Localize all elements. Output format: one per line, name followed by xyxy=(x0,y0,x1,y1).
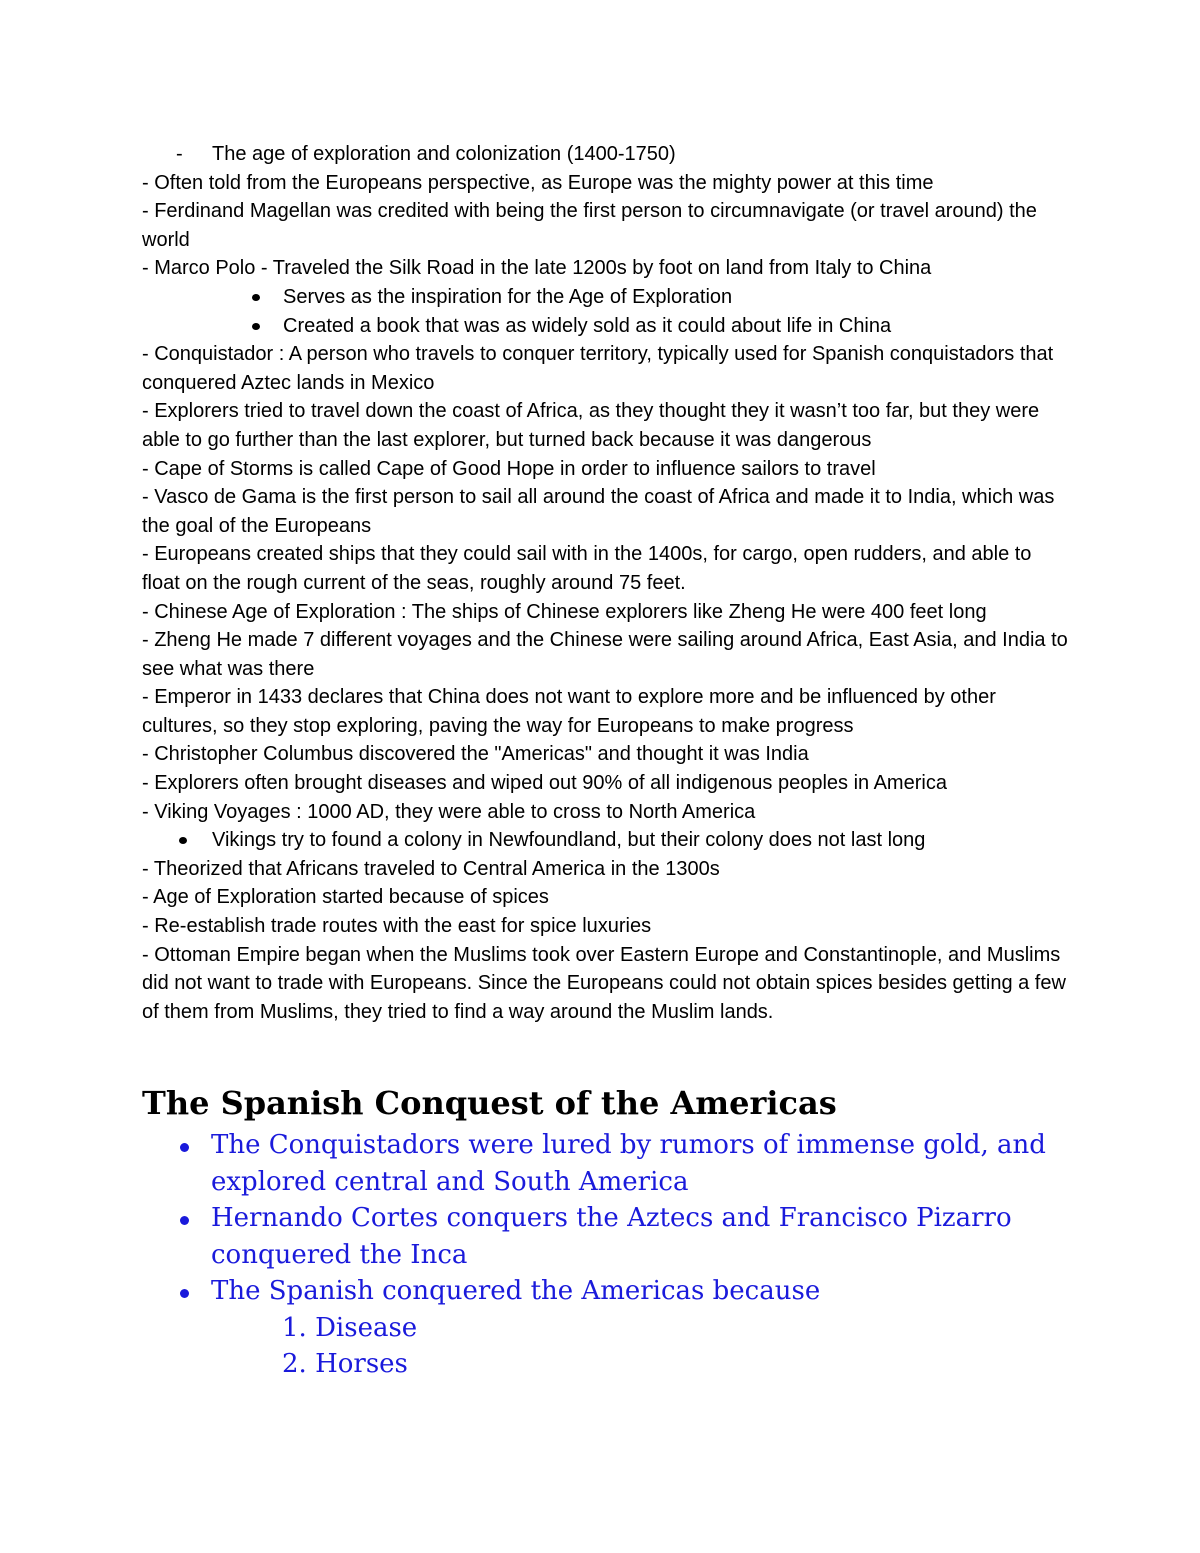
bullet-item xyxy=(142,826,1072,855)
section-heading: The Spanish Conquest of the Americas xyxy=(142,1084,837,1122)
list-item xyxy=(142,1127,1072,1200)
bullet-dot-icon xyxy=(179,837,187,844)
note-line: - Christopher Columbus discovered the "Americas" and thought it was India xyxy=(142,743,809,766)
note-line: - Europeans created ships that they could sail with in the 1400s, for cargo, open rudders, and able to float on the rough current of the seas, roughly around 75 feet. xyxy=(142,543,1032,594)
spanish-conquest-list xyxy=(142,1127,1072,1383)
note-line: - Emperor in 1433 declares that China does not want to explore more and be influenced by other cultures, so they stop exploring, paving the way for Europeans to make progress xyxy=(142,686,996,737)
note-line: - Conquistador : A person who travels to conquer territory, typically used for Spanish conquistadors that conquered Aztec lands in Mexico xyxy=(142,343,1054,394)
bullet-text: Created a book that was as widely sold as it could about life in China xyxy=(283,314,892,337)
note-line: - Vasco de Gama is the first person to sail all around the coast of Africa and made it to India, which was the goal of the Europeans xyxy=(142,486,1055,537)
bullet-text: Vikings try to found a colony in Newfoundland, but their colony does not last long xyxy=(212,829,926,852)
dash-marker: - xyxy=(176,143,183,165)
bullet-dot-icon xyxy=(180,1216,189,1225)
note-line: - Explorers tried to travel down the coast of Africa, as they thought they it wasn’t too far, but they were able to go further than the last explorer, but turned back because it was dangerous xyxy=(142,400,1040,451)
note-line: - Zheng He made 7 different voyages and the Chinese were sailing around Africa, East Asia, and India to see what was there xyxy=(142,629,1068,680)
bullet-dot-icon xyxy=(180,1143,189,1152)
note-line: - Cape of Storms is called Cape of Good Hope in order to influence sailors to travel xyxy=(142,457,876,480)
note-line: - Ottoman Empire began when the Muslims took over Eastern Europe and Constantinople, and Muslims did not want to trade with Europeans. Since the Europeans could not obtain spices besides getting a few of them from Muslims, they tried to find a way around the Muslim lands. xyxy=(142,943,1066,1023)
note-line: - Explorers often brought diseases and wiped out 90% of all indigenous peoples in America xyxy=(142,772,947,795)
note-line: - Chinese Age of Exploration : The ships of Chinese explorers like Zheng He were 400 feet long xyxy=(142,600,987,623)
list-item-text: The Spanish conquered the Americas because xyxy=(211,1276,821,1306)
bullet-dot-icon xyxy=(252,323,260,330)
note-line: - Theorized that Africans traveled to Central America in the 1300s xyxy=(142,857,720,880)
note-line: - Age of Exploration started because of spices xyxy=(142,886,549,909)
note-line xyxy=(142,140,1072,169)
list-item xyxy=(142,1200,1072,1273)
bullet-item xyxy=(142,312,1072,341)
note-line: - Ferdinand Magellan was credited with being the first person to circumnavigate (or travel around) the world xyxy=(142,200,1037,251)
numbered-item: 1. Disease xyxy=(282,1312,418,1343)
bullet-item xyxy=(142,283,1072,312)
note-line: - Viking Voyages : 1000 AD, they were able to cross to North America xyxy=(142,800,756,823)
note-line: - Marco Polo - Traveled the Silk Road in the late 1200s by foot on land from Italy to China xyxy=(142,257,932,280)
list-item-text: The Conquistadors were lured by rumors of immense gold, and explored central and South America xyxy=(211,1130,1046,1197)
bullet-text: Serves as the inspiration for the Age of Exploration xyxy=(283,285,733,308)
note-text: The age of exploration and colonization (1400-1750) xyxy=(212,143,676,165)
list-item xyxy=(142,1273,1072,1310)
note-line: - Re-establish trade routes with the east for spice luxuries xyxy=(142,915,652,938)
list-item-text: Hernando Cortes conquers the Aztecs and Francisco Pizarro conquered the Inca xyxy=(211,1203,1012,1270)
numbered-item: 2. Horses xyxy=(282,1349,408,1379)
bullet-dot-icon xyxy=(252,294,260,301)
note-line: - Often told from the Europeans perspective, as Europe was the mighty power at this time xyxy=(142,171,934,194)
bullet-dot-icon xyxy=(180,1289,189,1298)
exploration-notes xyxy=(142,140,1072,1026)
